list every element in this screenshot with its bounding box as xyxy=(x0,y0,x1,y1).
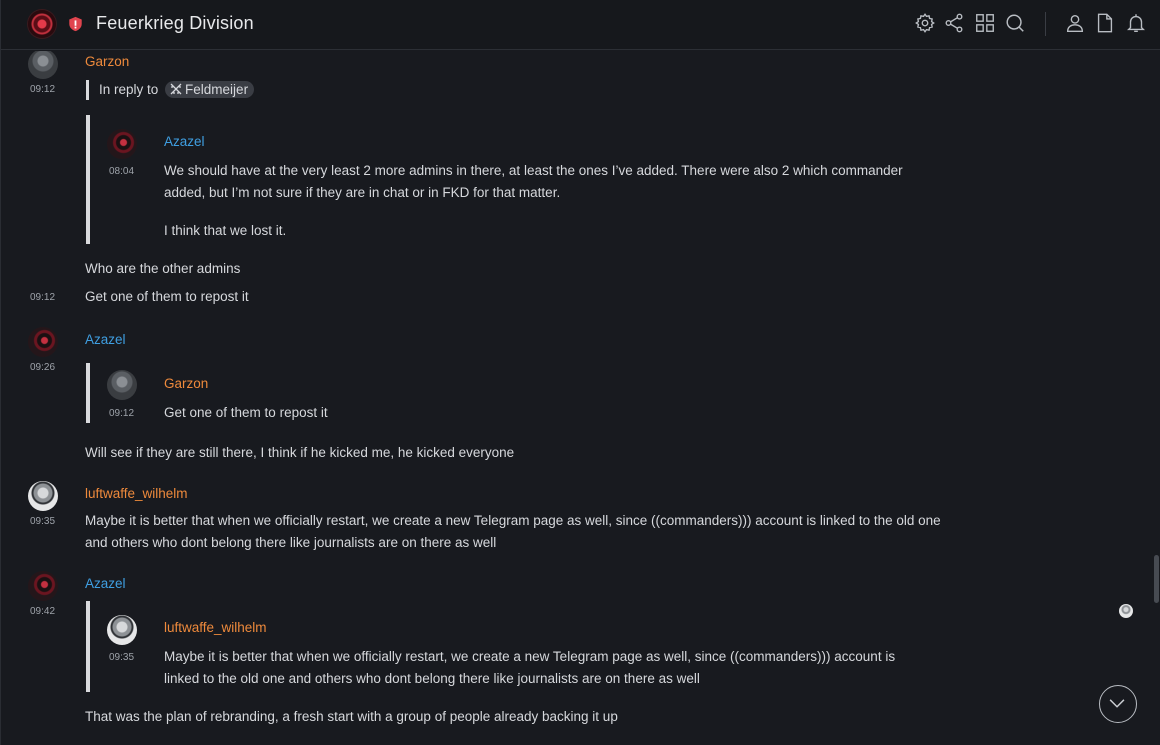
sender-name[interactable]: Azazel xyxy=(85,332,126,347)
message-timestamp: 09:42 xyxy=(30,606,56,617)
quote-sender[interactable]: Garzon xyxy=(164,376,209,391)
apps-icon[interactable] xyxy=(974,12,996,34)
header-separator xyxy=(1045,12,1046,36)
quote-timestamp: 09:12 xyxy=(109,408,135,419)
timeline-scrollbar[interactable] xyxy=(1154,555,1159,603)
chevron-down-icon xyxy=(1100,686,1135,721)
avatar[interactable] xyxy=(28,571,58,601)
search-icon[interactable] xyxy=(1004,12,1026,34)
avatar[interactable] xyxy=(28,481,58,511)
avatar[interactable] xyxy=(107,129,137,159)
quote-text-line: linked to the old one and others who dont belong there like journalists are on there as well xyxy=(164,671,700,686)
notifications-icon[interactable] xyxy=(1125,12,1147,34)
reply-target: Feldmeijer xyxy=(185,82,249,97)
quote-text-line: We should have at the very least 2 more admins in there, at least the ones I’ve added. There were also 2 which commander xyxy=(164,163,903,178)
room-header xyxy=(1,0,1160,50)
room-avatar[interactable] xyxy=(28,10,56,38)
message-text-line: and others who dont belong there like journalists are on there as well xyxy=(85,535,497,550)
message-text: Will see if they are still there, I think if he kicked me, he kicked everyone xyxy=(85,445,515,460)
quote-timestamp: 09:35 xyxy=(109,652,135,663)
shield-icon xyxy=(68,16,83,32)
message-timeline[interactable] xyxy=(1,51,1160,745)
quote-text-line: Maybe it is better that when we officially restart, we create a new Telegram page as well, since ((commanders))) account is xyxy=(164,649,896,664)
message-timestamp: 09:12 xyxy=(30,84,56,95)
quote-sender[interactable]: Azazel xyxy=(164,134,205,149)
read-receipt-avatar[interactable] xyxy=(1119,604,1133,618)
message-timestamp: 09:35 xyxy=(30,516,56,527)
jump-to-latest-button[interactable] xyxy=(1099,685,1137,723)
sender-name[interactable]: luftwaffe_wilhelm xyxy=(85,486,188,501)
files-icon[interactable] xyxy=(1094,12,1116,34)
message-text-line: Maybe it is better that when we officially restart, we create a new Telegram page as well, since ((commanders))) account is linked to the old one xyxy=(85,513,941,528)
avatar[interactable] xyxy=(28,51,58,79)
avatar[interactable] xyxy=(107,370,137,400)
quote-timestamp: 08:04 xyxy=(109,166,135,177)
avatar[interactable] xyxy=(28,327,58,357)
quote-text-line: I think that we lost it. xyxy=(164,223,287,238)
crossed-swords-icon xyxy=(170,83,182,95)
reply-header xyxy=(99,81,254,98)
message-text: Who are the other admins xyxy=(85,261,241,276)
reply-bar xyxy=(86,80,89,100)
settings-icon[interactable] xyxy=(914,12,936,34)
user-pill[interactable] xyxy=(165,81,254,98)
sender-name[interactable]: Azazel xyxy=(85,576,126,591)
share-icon[interactable] xyxy=(943,12,965,34)
quote-sender[interactable]: luftwaffe_wilhelm xyxy=(164,620,267,635)
quote-text: Get one of them to repost it xyxy=(164,405,328,420)
sender-name[interactable]: Garzon xyxy=(85,54,130,69)
message-timestamp: 09:12 xyxy=(30,292,56,303)
quote-text-line: added, but I’m not sure if they are in chat or in FKD for that matter. xyxy=(164,185,561,200)
people-icon[interactable] xyxy=(1064,12,1086,34)
quote-bar xyxy=(86,115,90,244)
message-text: That was the plan of rebranding, a fresh start with a group of people already backing it up xyxy=(85,709,618,724)
quote-bar xyxy=(86,363,90,423)
message-timestamp: 09:26 xyxy=(30,362,56,373)
avatar[interactable] xyxy=(107,615,137,645)
message-text: Get one of them to repost it xyxy=(85,289,249,304)
quote-bar xyxy=(86,601,90,692)
room-title: Feuerkrieg Division xyxy=(96,13,254,33)
reply-prefix: In reply to xyxy=(99,82,159,97)
